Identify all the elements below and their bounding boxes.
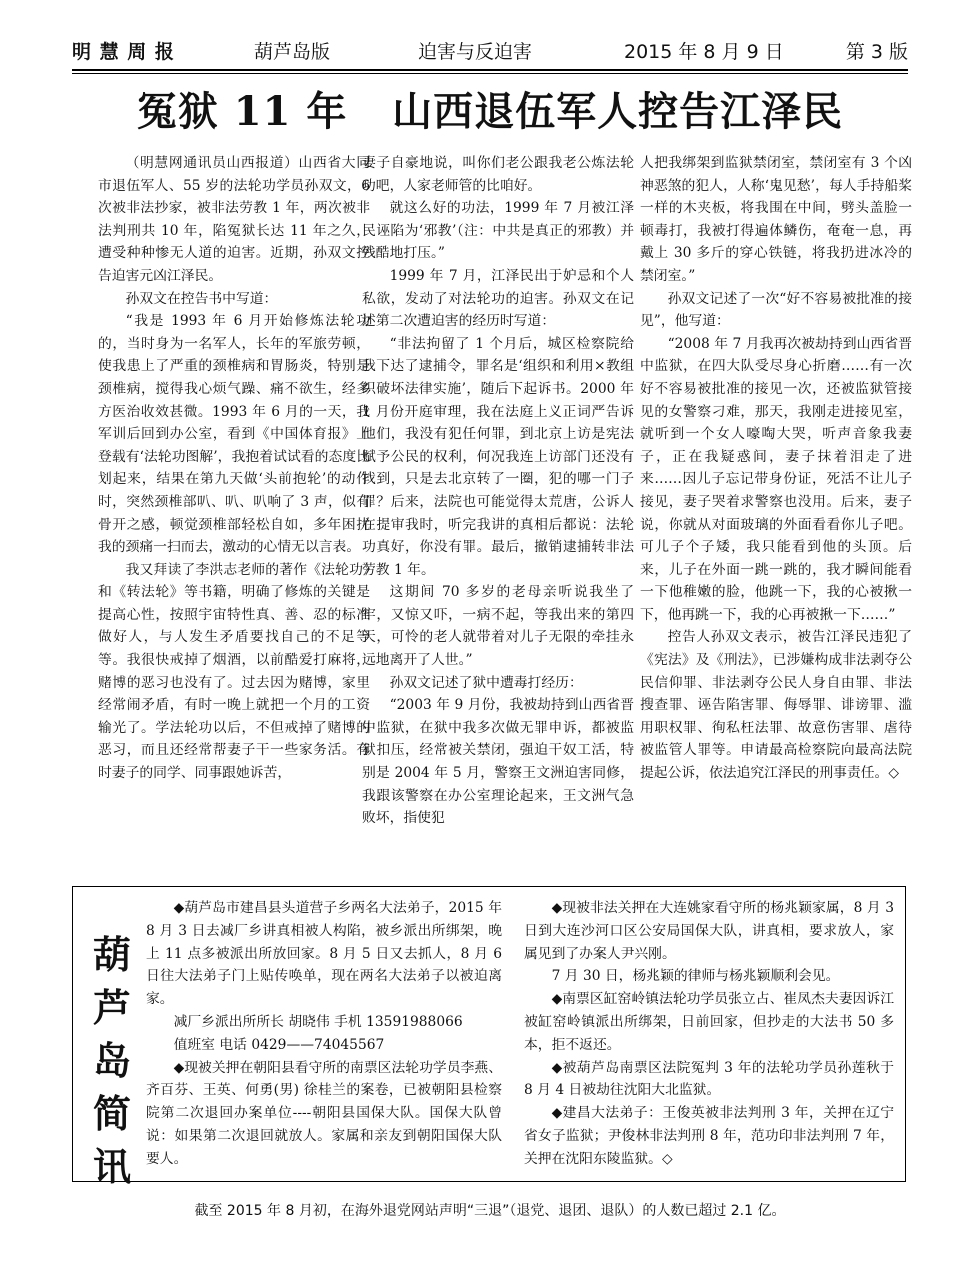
brief-item: ◆建昌大法弟子：王俊英被非法判刑 3 年，关押在辽宁省女子监狱；尹俊林非法判刑 8 年，范功印非法判刑 7 年，关押在沈阳东陵监狱。◇ — [524, 1105, 894, 1167]
footer-note: 截至 2015 年 8 月初，在海外退党网站声明“三退”（退党、退团、退队）的人数已超过 2.1 亿。 — [194, 1203, 786, 1219]
brief-item: ◆被葫芦岛南票区法院冤判 3 年的法轮功学员孙莲秋于 8 月 4 日被劫往沈阳大北监狱。 — [524, 1059, 894, 1099]
article-column-3 — [640, 152, 912, 876]
article-paragraph: （明慧网通讯员山西报道）山西省大同市退伍军人、55 岁的法轮功学员孙双文，6 次被非法抄家，被非法劳教 1 年，两次被非法判刑共 10 年，陷冤狱长达 11 年之久，遭受种种惨无人道的迫害。近期，孙双文控告迫害元凶江泽民。 — [98, 155, 370, 284]
brief-item: 7 月 30 日，杨兆颖的律师与杨兆颖顺利会见。 — [551, 968, 840, 985]
article-paragraph: “2008 年 7 月我再次被劫持到山西省晋中监狱，在四大队受尽身心折磨……有一次好不容易被批准的接见一次，还被监狱管接见的女警察刁难，那天，我刚走进接见室，就听到一个女人嚎啕大哭，听声音象我妻子，正在我疑惑间，妻子抹着泪走了进来……因儿子忘记带身份证，死活不让儿子接见，妻子哭着求警察也没用。后来，妻子说，你就从对面玻璃的外面看看你儿子吧。可儿子个子矮，我只能看到他的头顶。后来，儿子在外面一跳一跳的，我才瞬间能看一下他稚嫩的脸，他跳一下，我的心被揪一下，他再跳一下，我的心再被揪一下……” — [640, 335, 912, 623]
issue-date: 2015 年 8 月 9 日 — [624, 41, 784, 63]
brief-title-char: 简 — [92, 1091, 131, 1136]
article-column-2 — [362, 152, 634, 876]
article-paragraph: 妻子自豪地说，叫你们老公跟我老公炼法轮功吧，人家老师管的比咱好。 — [362, 155, 634, 194]
article-paragraph: 1999 年 7 月，江泽民出于妒忌和个人私欲，发动了对法轮功的迫害。孙双文在记述第二次遭迫害的经历时写道： — [362, 267, 634, 330]
article-paragraph: 就这么好的功法，1999 年 7 月被江泽民诬陷为‘邪教’（注：中共是真正的邪教）并残酷地打压。” — [362, 200, 634, 262]
article-paragraph: 这期间 70 多岁的老母亲听说我坐了牢，又惊又吓，一病不起，等我出来的第四天，可怜的老人就带着对儿子无限的牵挂永远地离开了人世。” — [362, 584, 634, 669]
brief-contact: 值班室 电话 0429——74045567 — [173, 1036, 385, 1053]
brief-item: ◆南票区缸窑岭镇法轮功学员张立占、崔凤杰夫妻因诉江被缸窑岭镇派出所绑架，日前回家，但抄走的大法书 50 多本，拒不返还。 — [524, 991, 894, 1053]
brief-item: ◆现被非法关押在大连姚家看守所的杨兆颖家属，8 月 3 日到大连沙河口区公安局国保大队，讲真相，要求放人，家属见到了办案人尹兴刚。 — [524, 900, 894, 962]
brief-item: ◆现被关押在朝阳县看守所的南票区法轮功学员李燕、齐百芬、王英、何勇(男) 徐桂兰的案卷，已被朝阳县检察院第二次退回办案单位----朝阳县国保大队。国保大队曾说：如果第二次退回就放人。家属和亲友到朝阳国保大队要人。 — [146, 1059, 502, 1167]
page-header — [72, 40, 908, 68]
article-paragraph: 孙双文记述了一次“好不容易被批准的接见”，他写道： — [640, 290, 912, 330]
masthead: 明 慧 周 报 — [72, 41, 175, 63]
edition-label: 葫芦岛版 — [254, 41, 331, 63]
section-label: 迫害与反迫害 — [418, 41, 533, 63]
header-rule-thin — [72, 73, 908, 74]
article-paragraph: “非法拘留了 1 个月后，城区检察院给我下达了逮捕令，罪名是‘组织和利用×教组织破坏法律实施’，随后下起诉书。2000 年 1 月份开庭审理，我在法庭上义正词严告诉他们，我没有犯任何罪，到北京上访是宪法赋予公民的权利，何况我连上访部门还没有找到，只是去北京转了一圈，犯的哪一门子罪？后来，法院也可能觉得太荒唐，公诉人在提审我时，听完我讲的真相后都说：法轮功真好，你没有罪。最后，撤销逮捕转非法劳教 1 年。 — [362, 335, 634, 578]
article-title: 冤狱 11 年 山西退伍军人控告江泽民 — [136, 88, 844, 135]
article-column-1 — [98, 152, 370, 876]
news-brief-title — [86, 928, 138, 1193]
brief-title-char: 芦 — [92, 985, 131, 1030]
header-rule — [72, 69, 908, 71]
article-paragraph: 孙双文在控告书中写道： — [125, 290, 278, 307]
article-paragraph: 人把我绑架到监狱禁闭室，禁闭室有 3 个凶神恶煞的犯人，人称‘鬼见愁’，每人手持船桨一样的木夹板，将我围在中间，劈头盖脸一顿毒打，我被打得遍体鳞伤，奄奄一息，再戴上 30 多斤的穿心铁链，将我扔进冰冷的禁闭室。” — [640, 155, 912, 284]
brief-column-left — [146, 897, 502, 1177]
brief-contact: 减厂乡派出所所长 胡晓伟 手机 13591988066 — [173, 1013, 463, 1030]
article-paragraph: 我又拜读了李洪志老师的著作《法轮功》和《转法轮》等书籍，明确了修炼的关键是提高心性，按照宇宙特性真、善、忍的标准做好人，与人发生矛盾要找自己的不足等等。我很快戒掉了烟酒，以前酷爱打麻将，赌博的恶习也没有了。过去因为赌博，家里经常闹矛盾，有时一晚上就把一个月的工资输光了。学法轮功以后，不但戒掉了赌博的恶习，而且还经常帮妻子干一些家务活。有时妻子的同学、同事跟她诉苦， — [98, 561, 370, 782]
brief-item: ◆葫芦岛市建昌县头道营子乡两名大法弟子，2015 年 8 月 3 日去减厂乡讲真相被人构陷，被乡派出所绑架，晚上 11 点多被派出所放回家。8 月 5 日又去抓人，8 月 6 日往大法弟子门上贴传唤单，现在两名大法弟子以被迫离家。 — [146, 900, 502, 1008]
article-paragraph: 孙双文记述了狱中遭毒打经历： — [389, 674, 583, 691]
article-paragraph: “2003 年 9 月份，我被劫持到山西省晋中监狱，在狱中我多次做无罪申诉，都被监狱扣压，经常被关禁闭，强迫干奴工活，特别是 2004 年 5 月，警察王文洲迫害同修，我跟该警察在办公室理论起来，王文洲气急败坏，指使犯 — [362, 697, 634, 827]
brief-title-char: 葫 — [92, 932, 131, 977]
brief-column-right — [524, 897, 894, 1177]
brief-title-char: 岛 — [92, 1038, 131, 1083]
article-paragraph: 控告人孙双文表示，被告江泽民违犯了《宪法》及《刑法》，已涉嫌构成非法剥夺公民信仰罪、非法剥夺公民人身自由罪、非法搜查罪、诬告陷害罪、侮辱罪、诽谤罪、滥用职权罪、徇私枉法罪、故意伤害罪、虐待被监管人罪等。申请最高检察院向最高法院提起公诉，依法追究江泽民的刑事责任。◇ — [640, 629, 912, 782]
page-number: 第 3 版 — [845, 41, 908, 63]
brief-title-char: 讯 — [92, 1144, 131, 1189]
article-paragraph: “我是 1993 年 6 月开始修炼法轮功的，当时身为一名军人，长年的军旅劳顿，使我患上了严重的颈椎病和胃肠炎，特别是颈椎病，搅得我心烦气躁、痛不欲生，经多方医治收效甚微。1993 年 6 月的一天，我军训后回到办公室，看到《中国体育报》上登载有‘法轮功图解’，我抱着试试看的态度比划起来，结果在第九天做‘头前抱轮’的动作时，突然颈椎部叭、叭、叭响了 3 声，似有骨开之感，顿觉颈椎部轻松自如，多年困扰我的颈痛一扫而去，激动的心情无以言表。 — [98, 313, 370, 556]
